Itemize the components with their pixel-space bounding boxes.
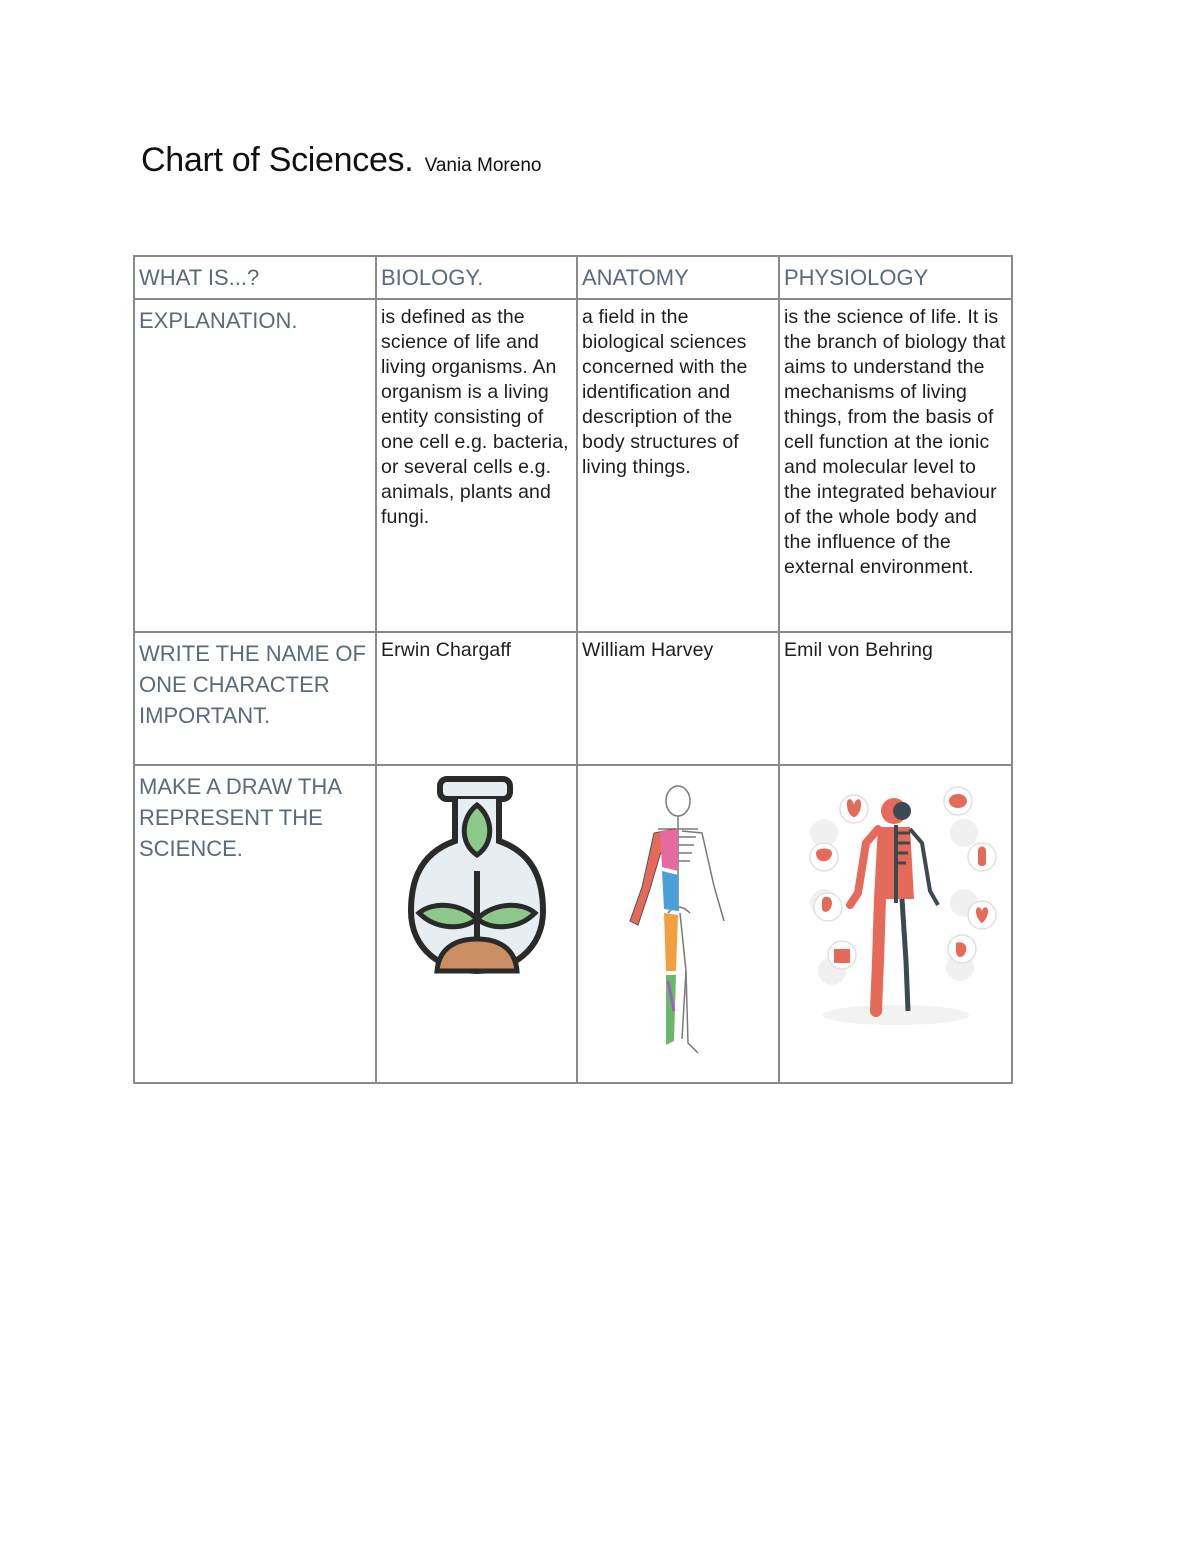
flask-plant-icon [381, 771, 573, 1071]
physiology-explanation: is the science of life. It is the branch of biology that aims to understand the mechanisms of living things, from the basis of cell function at the ionic and molecular level to the integrated behaviour of the whole body and the influence of the external environment. [779, 299, 1012, 632]
physiology-character: Emil von Behring [779, 632, 1012, 765]
page-title [141, 141, 541, 180]
biology-character: Erwin Chargaff [376, 632, 577, 765]
header-label: WHAT IS...? [134, 256, 376, 299]
biology-explanation: is defined as the science of life and living organisms. An organism is a living entity consisting of one cell e.g. bacteria, or several cells e.g. animals, plants and fungi. [376, 299, 577, 632]
muscle-skeleton-body-icon [582, 771, 774, 1071]
header-physiology: PHYSIOLOGY [779, 256, 1012, 299]
header-row [134, 256, 1012, 299]
anatomy-character: William Harvey [577, 632, 779, 765]
drawing-label: MAKE A DRAW THA REPRESENT THE SCIENCE. [134, 765, 376, 1083]
biology-drawing-cell [376, 765, 577, 1083]
character-label: WRITE THE NAME OF ONE CHARACTER IMPORTANT. [134, 632, 376, 765]
header-biology: BIOLOGY. [376, 256, 577, 299]
physiology-drawing-cell [779, 765, 1012, 1083]
character-row [134, 632, 1012, 765]
drawing-row [134, 765, 1012, 1083]
anatomy-explanation: a field in the biological sciences concerned with the identification and description of the body structures of living things. [577, 299, 779, 632]
header-anatomy: ANATOMY [577, 256, 779, 299]
anatomy-drawing-cell [577, 765, 779, 1083]
title-text: Chart of Sciences. [141, 141, 414, 179]
author-name: Vania Moreno [424, 155, 542, 176]
explanation-row [134, 299, 1012, 632]
body-organs-icon [784, 771, 1006, 1071]
sciences-table [133, 255, 1013, 1084]
explanation-label: EXPLANATION. [134, 299, 376, 632]
